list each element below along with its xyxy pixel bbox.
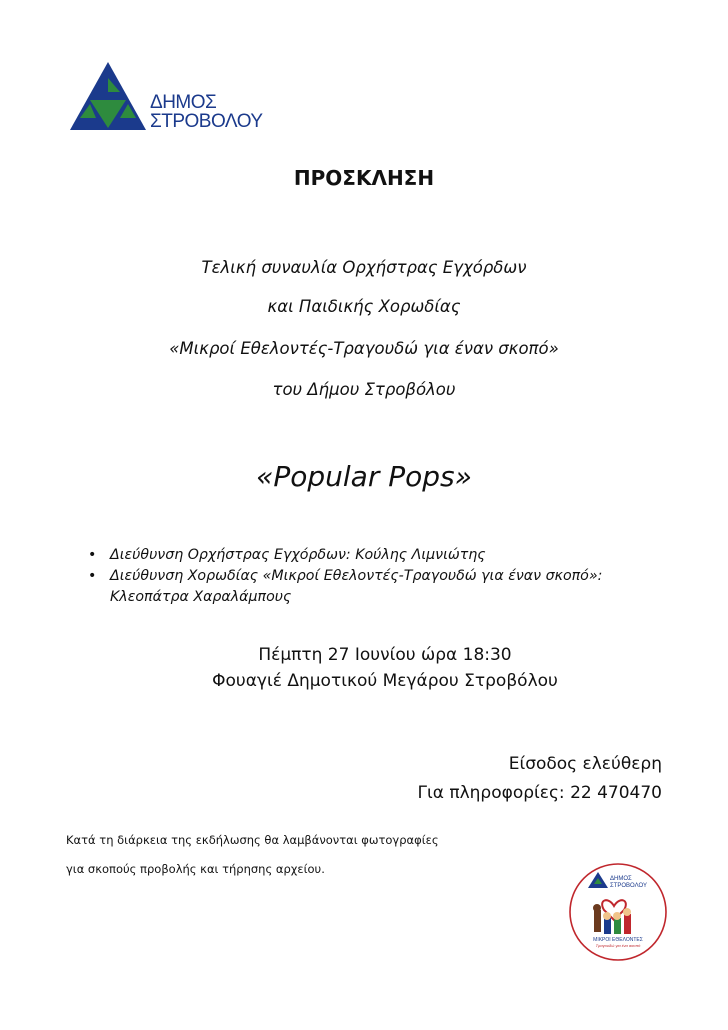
subtitle-line-3: «Μικροί Εθελοντές-Τραγουδώ για έναν σκοπό» [169, 339, 559, 358]
event-venue: Φουαγιέ Δημοτικού Μεγάρου Στροβόλου [212, 671, 558, 691]
badge-logo-line1: ΔΗΜΟΣ [610, 876, 632, 882]
credit-item [88, 566, 602, 608]
badge-logo-line2: ΣΤΡΟΒΟΛΟΥ [610, 883, 647, 889]
subtitle-line-4: του Δήμου Στροβόλου [272, 380, 456, 399]
bullet-icon: • [88, 547, 97, 563]
page-title: ΠΡΟΣΚΛΗΣΗ [293, 166, 435, 190]
credit-text-continued: Κλεοπάτρα Χαραλάμπους [110, 589, 292, 605]
badge-program-name: ΜΙΚΡΟΙ ΕΘΕΛΟΝΤΕΣ [593, 937, 643, 943]
subtitle-line-1: Τελική συναυλία Ορχήστρας Εγχόρδων [201, 258, 527, 277]
badge-tagline: Τραγουδώ για ένα σκοπό [595, 943, 641, 948]
credit-item [88, 545, 602, 566]
triangle-logo-icon [68, 60, 148, 132]
logo-line2: ΣΤΡΟΒΟΛΟΥ [150, 111, 263, 132]
logo-text [150, 93, 263, 131]
municipality-logo [68, 60, 268, 136]
bullet-icon: • [88, 568, 97, 584]
contact-phone: Για πληροφορίες: 22 470470 [417, 783, 662, 803]
volunteers-badge-icon [568, 862, 668, 962]
volunteers-badge [568, 862, 668, 962]
subtitle-line-2: και Παιδικής Χορωδίας [267, 297, 461, 316]
photo-notice [66, 826, 439, 884]
credit-text: Διεύθυνση Ορχήστρας Εγχόρδων: Κούλης Λιμνιώτης [110, 547, 486, 563]
photo-notice-line-1: Κατά τη διάρκεια της εκδήλωσης θα λαμβάνονται φωτογραφίες [66, 833, 439, 847]
event-datetime: Πέμπτη 27 Ιουνίου ώρα 18:30 [258, 645, 512, 665]
concert-name: «Popular Pops» [256, 460, 472, 493]
credit-text: Διεύθυνση Χορωδίας «Μικροί Εθελοντές-Τραγουδώ για έναν σκοπό»: [110, 568, 603, 584]
credits-list [88, 545, 602, 608]
logo-line1: ΔΗΜΟΣ [150, 92, 217, 113]
event-info [418, 750, 662, 808]
entry-fee: Είσοδος ελεύθερη [508, 754, 662, 774]
event-details [0, 642, 728, 694]
photo-notice-line-2: για σκοπούς προβολής και τήρησης αρχείου. [66, 862, 325, 876]
